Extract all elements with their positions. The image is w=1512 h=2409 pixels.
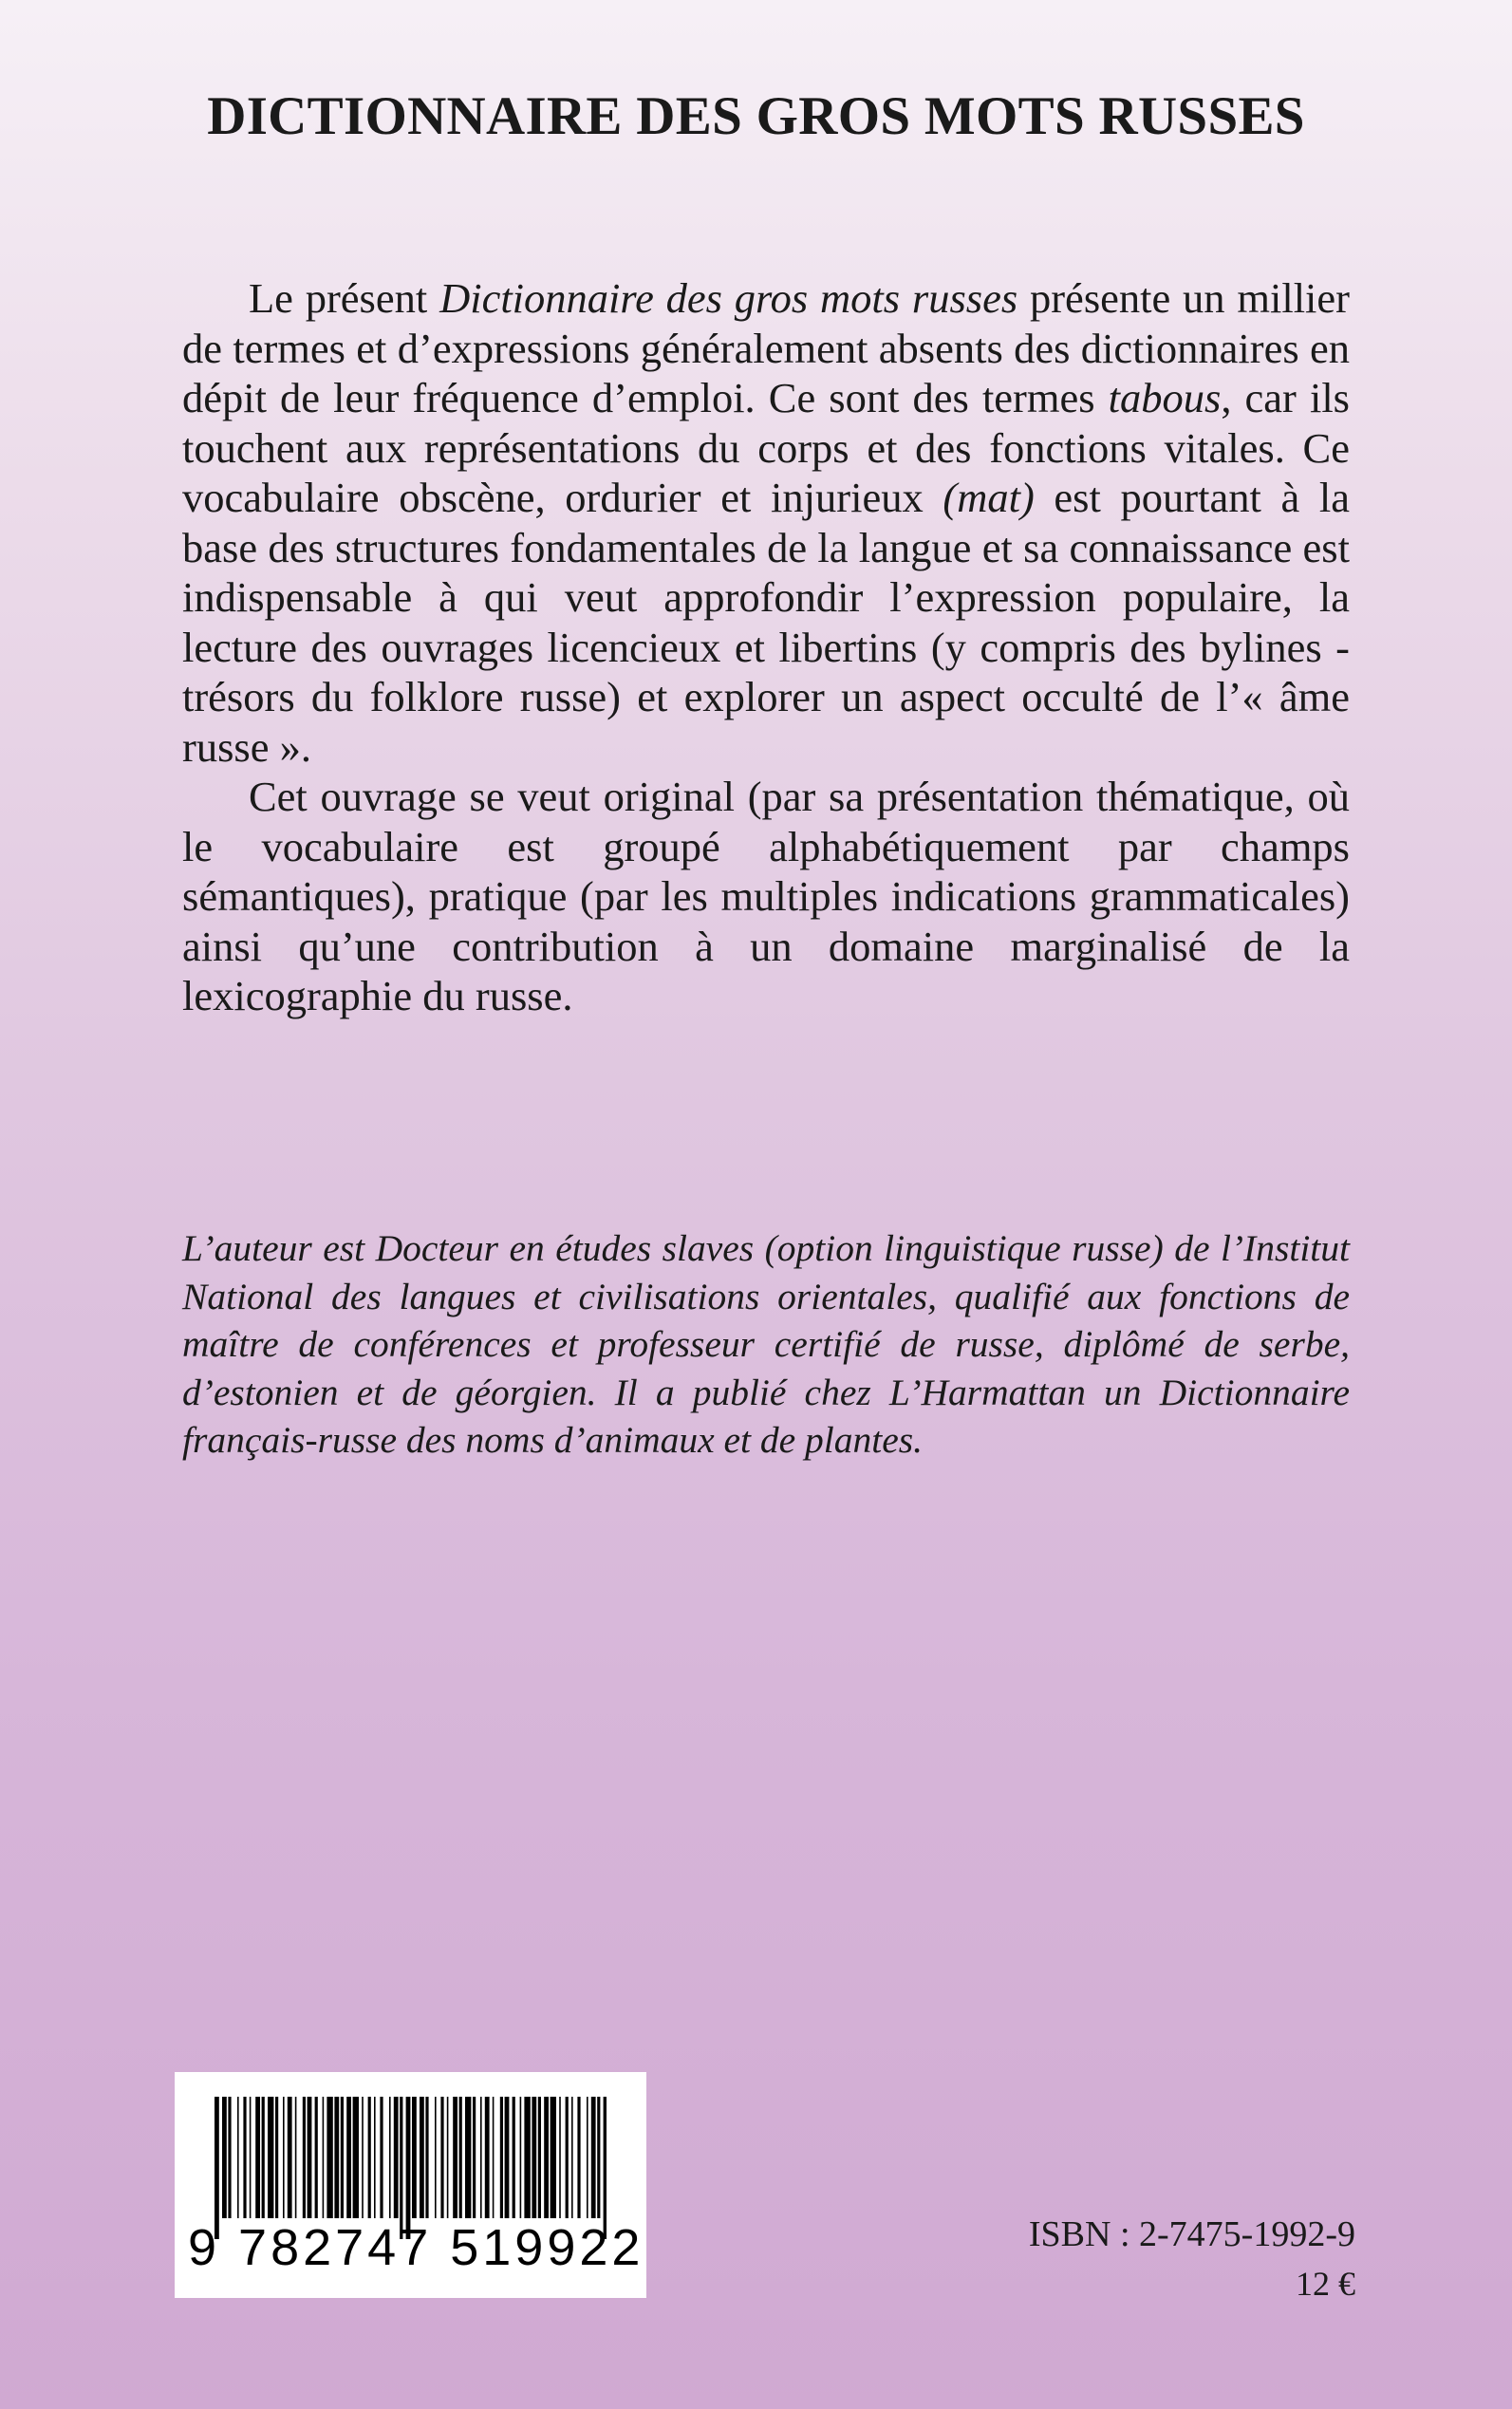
barcode-bar (255, 2097, 260, 2218)
barcode-bar (341, 2097, 344, 2218)
barcode-bar (262, 2097, 265, 2218)
p1-part3: , car ils touchent aux représentations du corps et des fonctions vitales. Ce vocabulaire obscène, ordurier et injurieux (182, 374, 1351, 521)
barcode-bar (368, 2097, 371, 2218)
barcode-bar (243, 2097, 246, 2218)
barcode-bar (308, 2097, 312, 2218)
barcode-bar (283, 2097, 285, 2218)
price: 12 € (1296, 2265, 1355, 2303)
barcode-bar (485, 2097, 490, 2218)
barcode-bar (237, 2097, 239, 2218)
p1-book-title: Dictionnaire des gros mots russes (439, 274, 1018, 322)
author-bio: L’auteur est Docteur en études slaves (option linguistique russe) de l’Institut National des langues et civilisations orientales, qualifié aux fonctions de maître de conférences et professeur certifié de russe, diplômé de serbe, d’estonien et de géorgien. Il a publié chez L’Harmattan un Dictionnaire français-russe des noms d’animaux et de plantes. (182, 1227, 1350, 1461)
barcode-bar (323, 2097, 325, 2218)
barcode-bar (425, 2097, 428, 2218)
barcode-bar (334, 2097, 339, 2218)
p1-tabous: tabous (1108, 374, 1222, 421)
barcode-bar (435, 2097, 437, 2218)
barcode-bar (480, 2097, 482, 2218)
barcode-bar (250, 2097, 252, 2218)
barcode-bar (513, 2097, 515, 2218)
barcode-bar (520, 2097, 522, 2218)
barcode-bar (571, 2097, 573, 2218)
description-paragraph-2: Cet ouvrage se veut original (par sa présentation thématique, où le vocabulaire est groupé alphabétiquement par champs sémantiques), pratique (par les multiples indications grammaticales) ainsi qu’une contribution à un domaine marginalisé de la lexicographie du russe. (182, 773, 1350, 1019)
barcode-bar (587, 2097, 588, 2218)
barcode-bar (532, 2097, 536, 2218)
barcode-bar (465, 2097, 471, 2218)
p1-mat: (mat) (943, 474, 1035, 521)
barcode-bar (566, 2097, 569, 2218)
barcode-bar (346, 2097, 351, 2218)
barcode-bar (597, 2097, 600, 2218)
barcode-bar (459, 2097, 462, 2218)
isbn: ISBN : 2-7475-1992-9 (1028, 2214, 1355, 2254)
barcode-bar (315, 2097, 318, 2218)
barcode-bar (440, 2097, 443, 2218)
barcode-bar (275, 2097, 278, 2218)
barcode-bar (524, 2097, 530, 2218)
barcode-bar (577, 2097, 580, 2218)
barcode-bar (268, 2097, 273, 2218)
barcode-bar (228, 2097, 231, 2218)
p1-part2: présente un millier de termes et d’expressions généralement absents des dictionnaires en dépit de leur fréquence d’emploi. Ce sont des termes (182, 274, 1350, 421)
barcode (175, 2072, 646, 2298)
barcode-bar (473, 2097, 476, 2218)
barcode-bar (500, 2097, 503, 2218)
barcode-bar (295, 2097, 297, 2218)
barcode-bar (327, 2097, 332, 2218)
p1-part4: est pourtant à la base des structures fondamentales de la langue et sa connaissance est indispensable à qui veut approfondir l’expression populaire, la lecture des ouvrages licencieux et libertins (y compris des bylines - trésors du folklore russe) et explorer un aspect occulté de l’« âme russe ». (182, 474, 1350, 771)
barcode-bar (394, 2097, 399, 2218)
barcode-bar (380, 2097, 383, 2218)
barcode-bar (222, 2097, 227, 2218)
barcode-bar (551, 2097, 556, 2218)
barcode-bar (362, 2097, 364, 2218)
barcode-bar (412, 2097, 417, 2218)
barcode-bar (591, 2097, 596, 2218)
barcode-bar (288, 2097, 292, 2218)
barcode-digits: 9 782747 519922 (188, 2219, 644, 2276)
barcode-bar (538, 2097, 541, 2218)
barcode-bar (559, 2097, 561, 2218)
barcode-bar (353, 2097, 359, 2218)
description-paragraph-1 (182, 273, 1350, 772)
barcode-bar (374, 2097, 376, 2218)
barcode-bar (505, 2097, 510, 2218)
book-title: DICTIONNAIRE DES GROS MOTS RUSSES (207, 86, 1305, 146)
barcode-bar (420, 2097, 424, 2218)
description (182, 273, 1350, 1021)
barcode-bar (447, 2097, 449, 2218)
barcode-bar (493, 2097, 495, 2218)
barcode-bar (303, 2097, 306, 2218)
barcode-bar (453, 2097, 457, 2218)
p1-intro: Le présent (249, 274, 440, 322)
barcode-bar (389, 2097, 391, 2218)
barcode-bar (544, 2097, 549, 2218)
